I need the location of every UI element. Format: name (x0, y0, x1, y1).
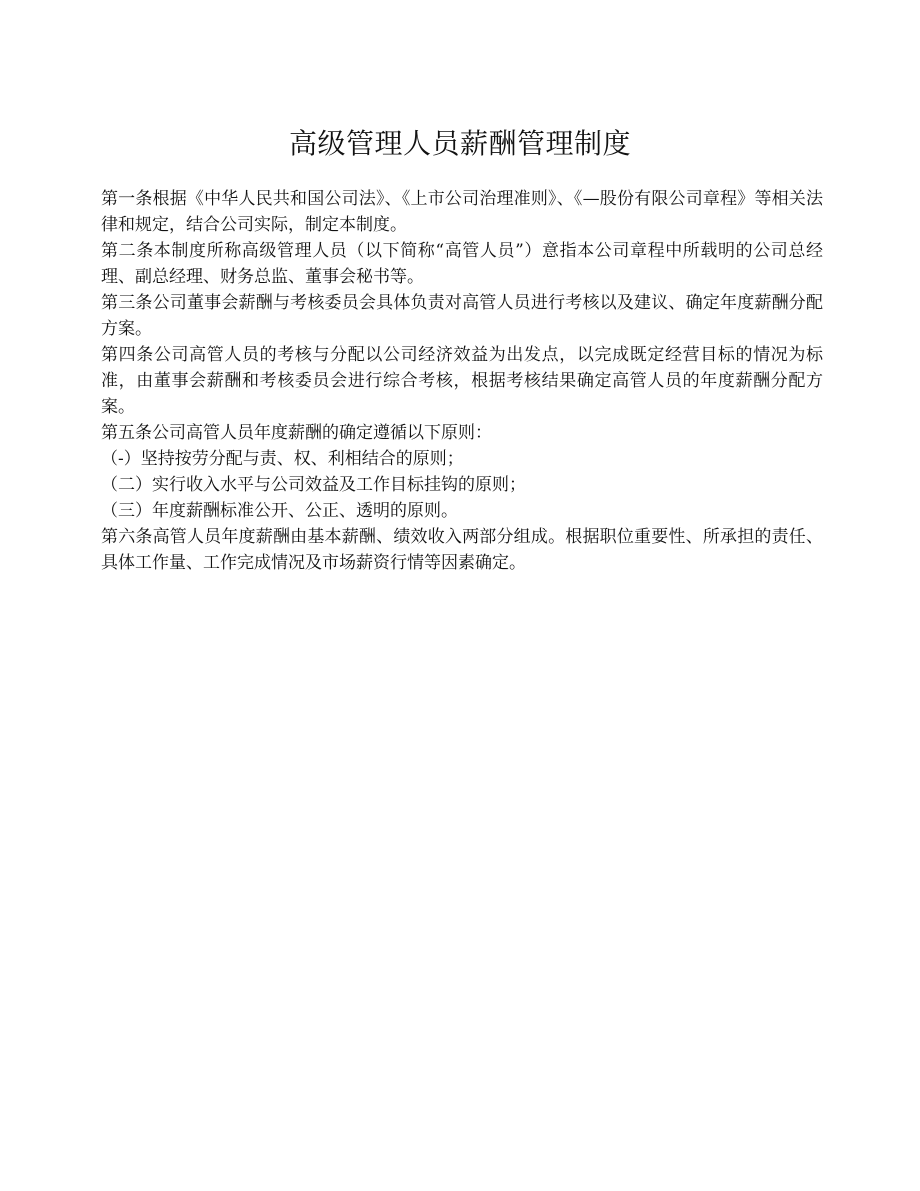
article-6: 第六条高管人员年度薪酬由基本薪酬、绩效收入两部分组成。根据职位重要性、所承担的责任、具体工作量、工作完成情况及市场薪资行情等因素确定。 (101, 527, 823, 573)
document-body (101, 186, 823, 576)
article-1: 第一条根据《中华人民共和国公司法》、《上市公司治理准则》、《—股份有限公司章程》等相关法律和规定，结合公司实际，制定本制度。 (101, 189, 823, 235)
document-title: 高级管理人员薪酬管理制度 (288, 127, 631, 160)
article-4: 第四条公司高管人员的考核与分配以公司经济效益为出发点，以完成既定经营目标的情况为标准，由董事会薪酬和考核委员会进行综合考核，根据考核结果确定高管人员的年度薪酬分配方案。 (101, 345, 823, 417)
article-2: 第二条本制度所称高级管理人员（以下简称“高管人员”）意指本公司章程中所载明的公司总经理、副总经理、财务总监、董事会秘书等。 (101, 241, 823, 287)
principle-3: （三）年度薪酬标准公开、公正、透明的原则。 (101, 501, 458, 521)
article-3: 第三条公司董事会薪酬与考核委员会具体负责对高管人员进行考核以及建议、确定年度薪酬分配方案。 (101, 293, 823, 339)
principle-2: （二）实行收入水平与公司效益及工作目标挂钩的原则； (101, 475, 526, 495)
principle-1: （-）坚持按劳分配与责、权、利相结合的原则； (101, 449, 464, 469)
article-5: 第五条公司高管人员年度薪酬的确定遵循以下原则： (101, 423, 492, 443)
